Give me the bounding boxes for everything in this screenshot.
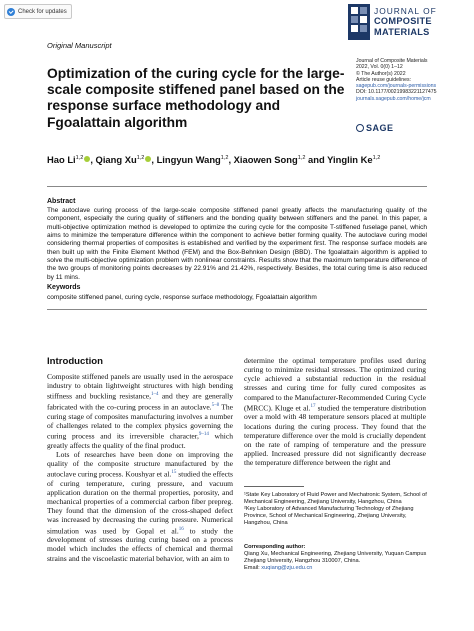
citation-link[interactable]: 9–14 [198,431,209,437]
check-icon [7,8,15,16]
author-separator: and [305,154,328,165]
abstract-text: The autoclave curing process of the large-scale composite stiffened panel greatly affects the manufacturing quality of the component, especially the curing quality of stiffeners and the bonding quality between stiffeners and the panel. In this paper, a multi-objective optimization method is developed to optimize the curing cycle for the composite T-stiffened fuselage panel, which aims to minimize the temperature difference within the component to achieve better forming quality. The autoclave curing model considering thermal properties of composites is established and verified by the experiment first. The response surface models are then built up with the Finite Element Method (FEM) and the Box-Behnken Design (BBD). The fgoalattain algorithm is applied to solve the multi-objective optimization problem with nonlinear constraints. Results show that the maximum temperature difference of the two groups of monitoring points decreases by 22.91% and 21.42%, respectively. Besides, the total curing time is also reduced by 11 mins. [47,207,427,281]
publisher-name: SAGE [366,123,394,133]
author-name[interactable]: Hao Li [47,154,76,165]
journal-logo-line3: MATERIALS [374,26,430,37]
journal-logo-line1: JOURNAL OF [374,6,437,16]
citation-link[interactable]: 15 [171,470,177,476]
footnote-divider [244,486,304,487]
divider [47,309,427,310]
journal-metadata [356,58,466,102]
journal-logo-line2: COMPOSITE [374,16,432,27]
meta-journal-link[interactable]: journals.sagepub.com/home/jcm [356,95,431,102]
article-title: Optimization of the curing cycle for the large-scale composite stiffened panel based on the response surface methodology and Fgoalattain algorithm [47,66,345,130]
divider [47,186,427,187]
keywords-heading: Keywords [47,284,81,291]
author-name[interactable]: Xiaowen Song [233,154,298,165]
author-name[interactable]: Yinglin Ke [327,154,373,165]
manuscript-type: Original Manuscript [47,41,112,50]
check-for-updates-label: Check for updates [18,8,67,15]
citation-link[interactable]: 1–4 [150,392,159,398]
author-separator: , [90,154,96,165]
author-list [47,154,447,165]
left-column-text [47,372,233,563]
author-affiliation-marker: 1,2 [220,154,229,161]
meta-copyright: © The Author(s) 2022 [356,70,406,77]
author-separator: , [151,154,157,165]
publisher-logo [356,123,394,133]
author-name[interactable]: Lingyun Wang [156,154,221,165]
meta-volume: 2022, Vol. 0(0) 1–12 [356,64,403,71]
affiliation-1: ¹State Key Laboratory of Fluid Power and Mechatronic System, School of Mechanical Engineering, Zhejiang University, Hangzhou, China [244,492,427,506]
intro-paragraph-2: Lots of researches have been done on improving the quality of the composite structure manufactured by the autoclave curing process. Koushyar et al.$^{15}$ studied the effects of curing temperature, curing pressure, and vacuum application duration on the thermal properties, porosity, and mechanical properties of a commercial carbon fiber prepreg. They found that the dimension of the cross-shaped defect was increased by decreasing the curing pressure. Numerical simulation was used by Gopal et al.$^{16}$ to study the development of stresses during curing based on a process model which includes the effects of chemical and thermal strains and the viscoelastic material behavior, with an aim to [47,449,233,563]
abstract-heading: Abstract [47,198,76,205]
citation-link[interactable]: 16 [178,526,184,532]
email-label: Email: [244,565,262,572]
citation-link[interactable]: 5–8 [211,402,220,408]
right-column-text [244,356,426,467]
meta-permissions-link[interactable]: sagepub.com/journals-permissions [356,83,437,90]
corresponding-author [244,544,430,572]
author-separator: , [228,154,234,165]
introduction-heading: Introduction [47,356,103,367]
sage-icon [356,124,364,132]
citation-link[interactable]: 17 [310,403,316,409]
affiliation-2: ²Key Laboratory of Advanced Manufacturing Technology of Zhejiang Province, School of Mechanical Engineering, Zhejiang University, Hangzhou, China [244,506,414,527]
check-for-updates-badge[interactable] [4,4,72,19]
corresponding-author-address: Qiang Xu, Mechanical Engineering, Zhejiang University, Yuquan Campus Zhejiang University, Hangzhou 310007, China. [244,551,427,565]
keywords-text: composite stiffened panel, curing cycle, response surface methodology, Fgoalattain algorithm [47,294,317,301]
author-affiliation-marker: 1,2 [136,154,145,161]
author-affiliation-marker: 1,2 [75,154,84,161]
author-name[interactable]: Qiang Xu [95,154,137,165]
meta-reuse: Article reuse guidelines: [356,76,412,83]
author-affiliation-marker: 1,2 [297,154,306,161]
email-link[interactable]: xuqiang@zju.edu.cn [261,565,313,572]
corresponding-author-heading: Corresponding author: [244,544,306,550]
meta-doi: DOI: 10.1177/00219983221127475 [356,89,437,96]
intro-paragraph-1: Composite stiffened panels are usually used in the aerospace industry to obtain lightweight structures with high bending stiffness and buckling resistance,$^{1-4}$ and they are generally fabricated with the co-curing process in an autoclave.$^{5-8}$ The curing stage of composites manufacturing involves a number of challenges related to the complex physics governing the curing process and its irreversible character,$^{9-14}$ which greatly affects the quality of the final product. [47,372,234,450]
intro-paragraph-continued: determine the optimal temperature profiles used during curing to minimize residual stresses. The optimized curing cycle achieved a substantial reduction in the residual stresses and curing time for fully cured composites as compared to the Manufacturer-Recommended Curing Cycle (MRCC). Kluge et al.$^{17}$ studied the temperature distribution over a mold with 48 temperature sensors placed at multiple locations during the curing process. They found that the temperature difference over the mold is crucially dependent on the rate of ramping of temperature and the pressure applied. Increased pressure did not significantly decrease the temperature difference between the right and [244,356,427,468]
meta-journal-name: Journal of Composite Materials [356,58,428,64]
author-affiliation-marker: 1,2 [372,154,381,161]
journal-logo-icon [348,4,370,40]
affiliations [244,492,430,527]
